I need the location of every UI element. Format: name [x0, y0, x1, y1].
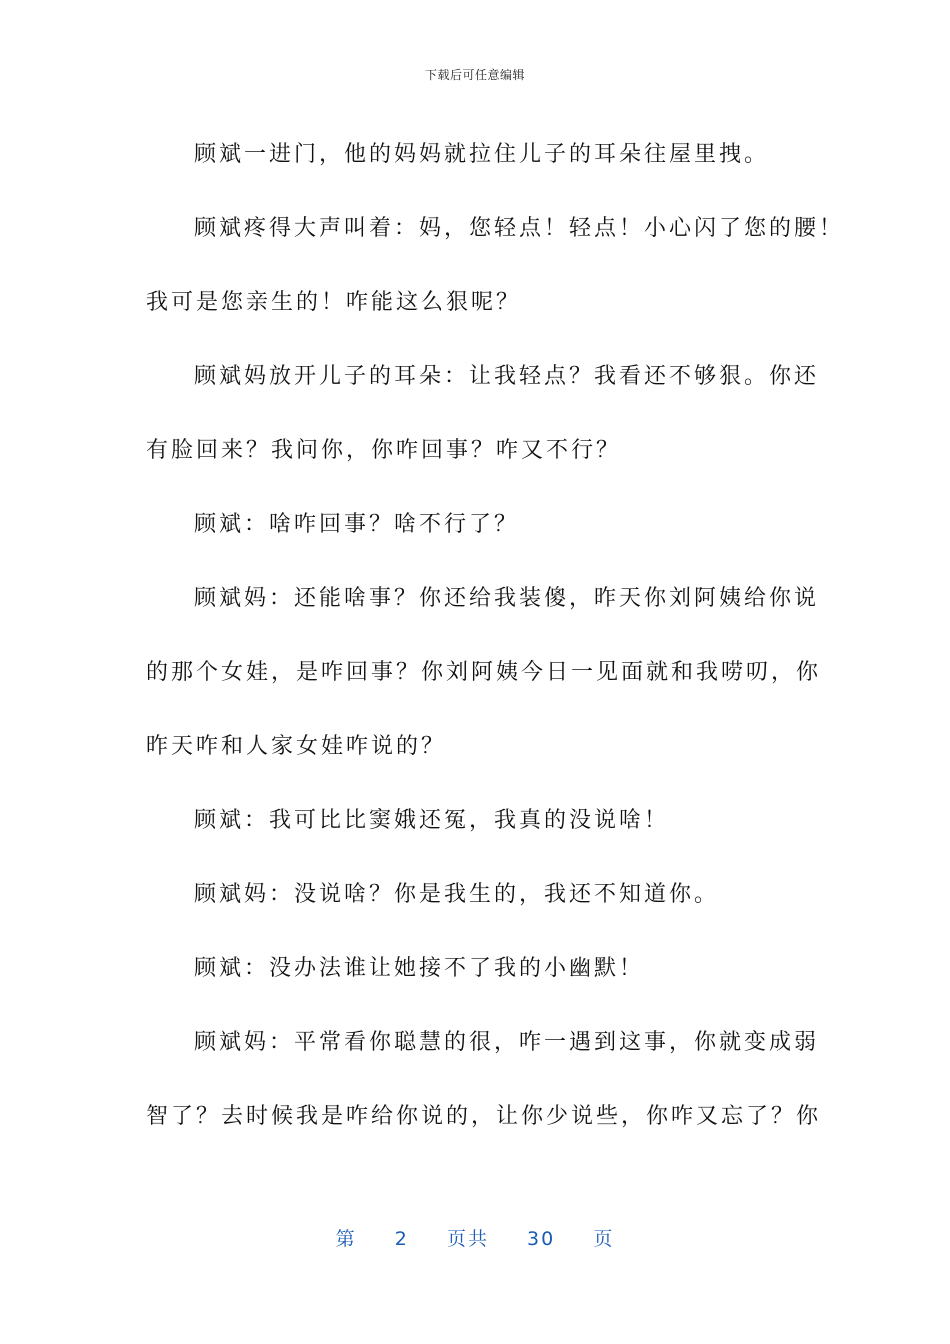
paragraph-line: 的那个女娃，是咋回事？你刘阿姨今日一见面就和我唠叨，你 [146, 660, 822, 685]
paragraph-line: 顾斌一进门，他的妈妈就拉住儿子的耳朵往屋里拽。 [194, 142, 770, 167]
paragraph-line: 顾斌：啥咋回事？啥不行了？ [194, 512, 520, 537]
paragraph-line: 顾斌妈：还能啥事？你还给我装傻，昨天你刘阿姨给你说 [194, 586, 820, 611]
paragraph-line: 有脸回来？我问你，你咋回事？咋又不行？ [146, 438, 622, 463]
paragraph [146, 340, 820, 488]
paragraph [146, 858, 810, 932]
footer-mid: 页共 [446, 1228, 489, 1250]
document-body [146, 118, 845, 1154]
current-page-number: 2 [394, 1228, 409, 1250]
paragraph [146, 784, 810, 858]
paragraph [146, 488, 810, 562]
paragraph-line: 顾斌：没办法谁让她接不了我的小幽默！ [194, 956, 645, 981]
footer-suffix: 页 [593, 1228, 615, 1250]
page-header-note: 下载后可任意编辑 [424, 68, 525, 82]
paragraph-line: 顾斌妈：平常看你聪慧的很，咋一遇到这事，你就变成弱 [194, 1030, 820, 1055]
footer-prefix: 第 [335, 1228, 357, 1250]
paragraph-line: 我可是您亲生的！咋能这么狠呢？ [146, 290, 522, 315]
paragraph [146, 118, 810, 192]
paragraph [146, 1006, 822, 1154]
paragraph [146, 562, 822, 784]
paragraph [146, 932, 810, 1006]
page-footer [0, 1224, 950, 1251]
paragraph-line: 顾斌疼得大声叫着：妈，您轻点！轻点！小心闪了您的腰！ [194, 216, 845, 241]
paragraph-line: 顾斌：我可比比窦娥还冤，我真的没说啥！ [194, 808, 670, 833]
paragraph-line: 智了？去时候我是咋给你说的，让你少说些，你咋又忘了？你 [146, 1104, 822, 1129]
total-page-count: 30 [527, 1228, 556, 1250]
paragraph-line: 顾斌妈：没说啥？你是我生的，我还不知道你。 [194, 882, 720, 907]
paragraph-line: 昨天咋和人家女娃咋说的？ [146, 734, 447, 759]
paragraph-line: 顾斌妈放开儿子的耳朵：让我轻点？我看还不够狠。你还 [194, 364, 820, 389]
paragraph [146, 192, 845, 340]
